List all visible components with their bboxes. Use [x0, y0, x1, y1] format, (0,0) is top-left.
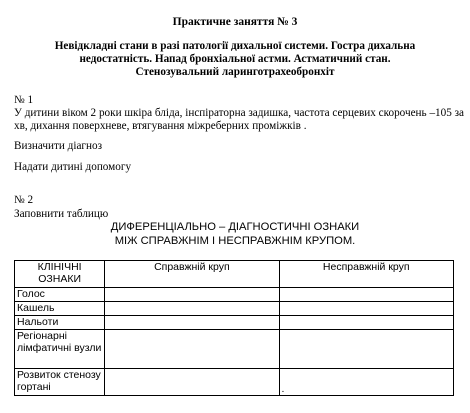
subtitle-line-2: недостатність. Напад бронхіальної астми. Астматичний стан. [79, 53, 391, 66]
row-label: Кашель [15, 302, 105, 316]
header-clinical-signs-line-2: ОЗНАКИ [38, 273, 82, 285]
table-header-row [15, 261, 454, 288]
header-clinical-signs-line-1: КЛІНІЧНІ [37, 261, 82, 273]
row-label: Голос [15, 288, 105, 302]
header-true-croup: Справжній круп [105, 261, 279, 288]
table-row [15, 302, 454, 316]
header-false-croup: Несправжній круп [279, 261, 454, 288]
task1-text: У дитини віком 2 роки шкіра бліда, інспіраторна задишка, частота серцевих скорочень –105 за хв, дихання поверхневе, втягування міжреберних проміжків . [14, 107, 464, 132]
subtitle-line-1: Невідкладні стани в разі патології дихальної системи. Гостра дихальна [54, 40, 416, 52]
cell-false-croup[interactable] [279, 330, 454, 369]
cell-true-croup[interactable] [105, 288, 279, 302]
task2-number: № 2 [14, 194, 34, 206]
task1-question-diagnosis: Визначити діагноз [14, 140, 103, 152]
task1-number: № 1 [14, 94, 34, 106]
table-row [15, 330, 454, 369]
row-label: Регіонарні лімфатичні вузли [15, 330, 105, 369]
row-label: Розвиток стенозу гортані [15, 369, 105, 396]
cell-false-croup[interactable] [279, 316, 454, 330]
cell-true-croup[interactable] [105, 302, 279, 316]
topic-subtitle [30, 40, 440, 80]
table-row [15, 369, 454, 396]
cell-false-croup[interactable] [279, 288, 454, 302]
cell-true-croup[interactable] [105, 316, 279, 330]
task2-instruction: Заповнити таблицю [14, 208, 109, 220]
table-heading-line-2: МІЖ СПРАВЖНІМ І НЕСПРАВЖНІМ КРУПОМ. [114, 235, 356, 247]
row-label: Нальоти [15, 316, 105, 330]
table-heading-line-1: ДИФЕРЕНЦІАЛЬНО – ДІАГНОСТИЧНІ ОЗНАКИ [110, 221, 360, 233]
cell-true-croup[interactable] [105, 369, 279, 396]
table-row [15, 316, 454, 330]
differential-diagnosis-table [14, 260, 454, 396]
subtitle-line-3: Стенозувальний ларинготрахеобронхіт [135, 66, 335, 79]
page-title: Практичне заняття № 3 [172, 16, 298, 28]
table-row [15, 288, 454, 302]
cell-true-croup[interactable] [105, 330, 279, 369]
task1-question-help: Надати дитині допомогу [14, 161, 132, 173]
cell-false-croup[interactable]: . [279, 369, 454, 396]
header-clinical-signs [15, 261, 105, 288]
cell-false-croup[interactable] [279, 302, 454, 316]
